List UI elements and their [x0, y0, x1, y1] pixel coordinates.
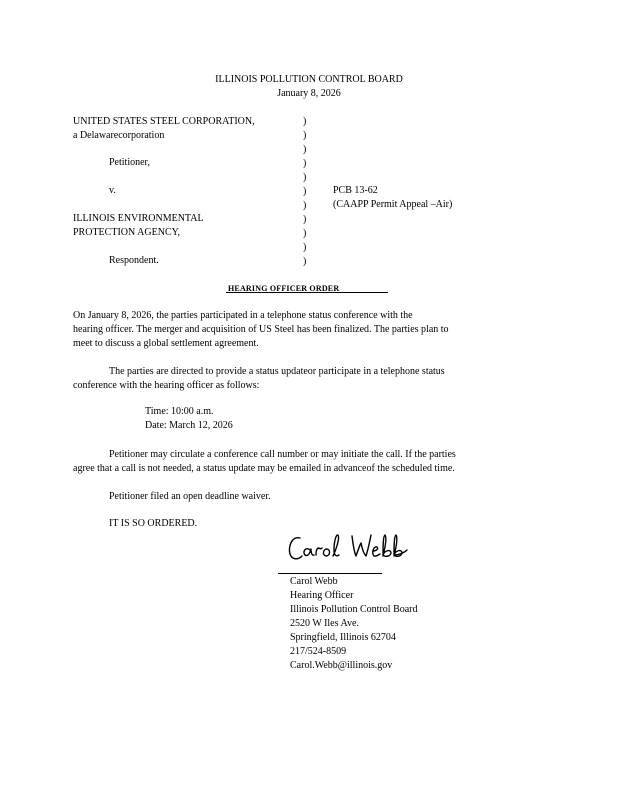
signer-phone: 217/524-8509 — [290, 646, 347, 657]
bracket: ) — [303, 158, 307, 169]
paragraph-line: Petitioner may circulate a conference call number or may initiate the call. If the parties — [109, 449, 456, 460]
case-type: (CAAPP Permit Appeal –Air) — [333, 199, 453, 210]
signer-city: Springfield, Illinois 62704 — [290, 632, 396, 643]
petitioner-label: Petitioner, — [109, 157, 150, 168]
signer-organization: Illinois Pollution Control Board — [290, 604, 418, 615]
board-name-heading: ILLINOIS POLLUTION CONTROL BOARD — [215, 74, 403, 85]
paragraph-line: The parties are directed to provide a status updateor participate in a telephone status — [109, 366, 445, 377]
paragraph-line: conference with the hearing officer as follows: — [73, 380, 260, 391]
bracket: ) — [303, 186, 307, 197]
ordered-statement: IT IS SO ORDERED. — [109, 518, 198, 529]
paragraph-line: hearing officer. The merger and acquisition of US Steel has been finalized. The parties plan to — [73, 324, 449, 335]
handwritten-signature — [286, 528, 416, 568]
paragraph-4: Petitioner filed an open deadline waiver. — [109, 491, 271, 502]
order-title: HEARING OFFICER ORDER — [228, 284, 340, 293]
paragraph-line: agree that a call is not needed, a status update may be emailed in advanceof the scheduled time. — [73, 463, 455, 474]
bracket: ) — [303, 228, 307, 239]
respondent-name-line2: PROTECTION AGENCY, — [73, 227, 181, 238]
respondent-name-line1: ILLINOIS ENVIRONMENTAL — [73, 213, 204, 224]
order-title-underline — [226, 292, 388, 293]
bracket: ) — [303, 172, 307, 183]
respondent-label: Respondent. — [109, 255, 159, 266]
signature-line — [278, 573, 382, 574]
petitioner-name: UNITED STATES STEEL CORPORATION, — [73, 116, 255, 127]
case-number: PCB 13-62 — [333, 185, 378, 196]
hearing-time: Time: 10:00 a.m. — [145, 406, 214, 417]
hearing-date: Date: March 12, 2026 — [145, 420, 233, 431]
signer-street: 2520 W Iles Ave. — [290, 618, 359, 629]
bracket: ) — [303, 256, 307, 267]
bracket: ) — [303, 130, 307, 141]
bracket: ) — [303, 116, 307, 127]
bracket: ) — [303, 214, 307, 225]
petitioner-descriptor: a Delawarecorporation — [73, 130, 165, 141]
bracket: ) — [303, 242, 307, 253]
paragraph-line: On January 8, 2026, the parties participated in a telephone status conference with the — [73, 310, 413, 321]
bracket: ) — [303, 144, 307, 155]
signer-email: Carol.Webb@illinois.gov — [290, 660, 393, 671]
bracket: ) — [303, 200, 307, 211]
paragraph-line: meet to discuss a global settlement agreement. — [73, 338, 259, 349]
signer-title: Hearing Officer — [290, 590, 354, 601]
versus-label: v. — [109, 185, 116, 196]
signer-name: Carol Webb — [290, 576, 338, 587]
order-date: January 8, 2026 — [277, 88, 341, 99]
